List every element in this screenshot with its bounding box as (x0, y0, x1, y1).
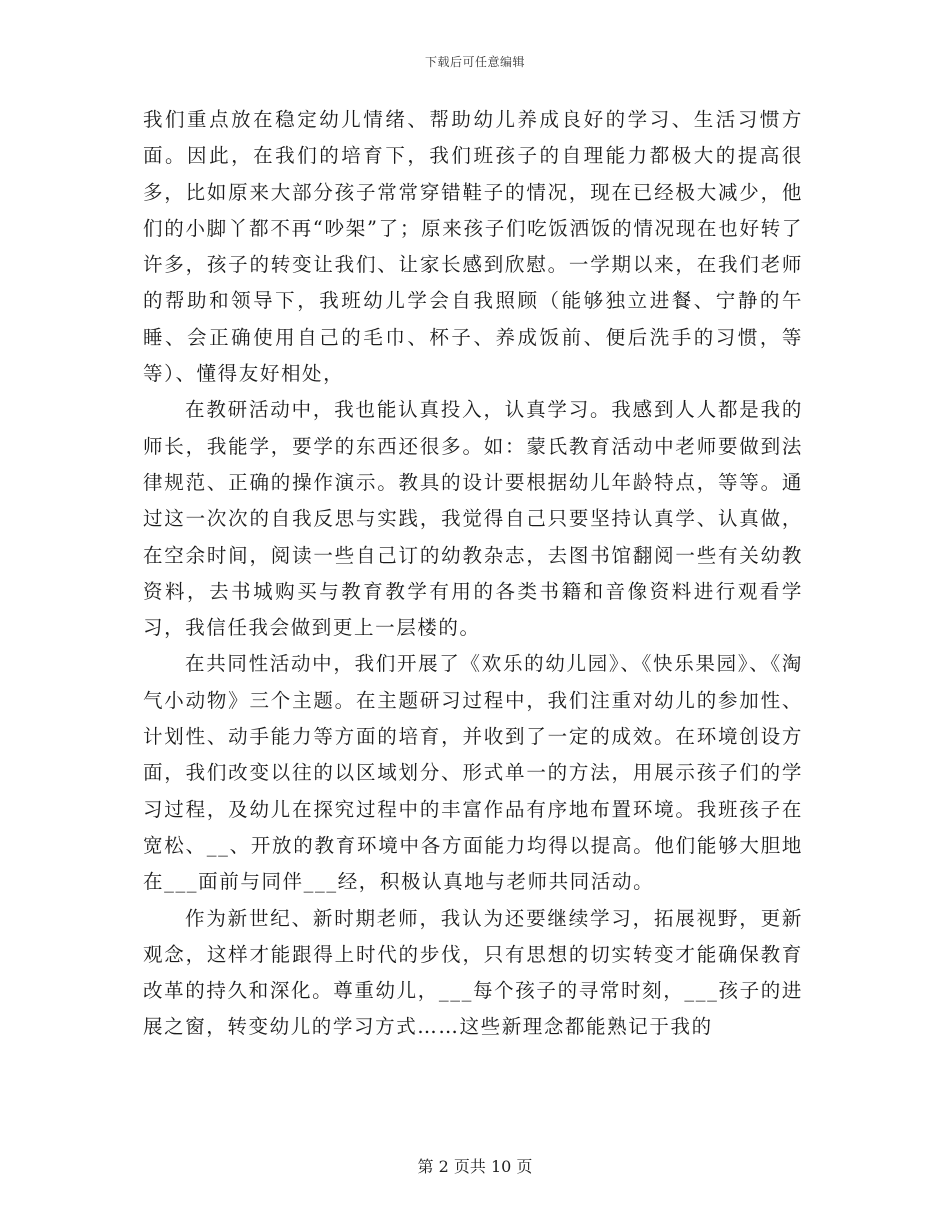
page-header: 下载后可任意编辑 (424, 55, 525, 69)
paragraph-3: 在共同性活动中，我们开展了《欢乐的幼儿园》、《快乐果园》、《淘气小动物》三个主题。在主题研习过程中，我们注重对幼儿的参加性、计划性、动手能力等方面的培育，并收到了一定的成效。在环境创设方面，我们改变以往的以区域划分、形式单一的方法，用展示孩子们的学习过程，及幼儿在探究过程中的丰富作品有序地布置环境。我班孩子在宽松、__、开放的教育环境中各方面能力均得以提高。他们能够大胆地在___面前与同伴___经，积极认真地与老师共同活动。 (143, 652, 803, 894)
paragraph-1: 我们重点放在稳定幼儿情绪、帮助幼儿养成良好的学习、生活习惯方面。因此，在我们的培育下，我们班孩子的自理能力都极大的提高很多，比如原来大部分孩子常常穿错鞋子的情况，现在已经极大减少，他们的小脚丫都不再“吵架”了；原来孩子们吃饭洒饭的情况现在也好转了许多，孩子的转变让我们、让家长感到欣慰。一学期以来，在我们老师的帮助和领导下，我班幼儿学会自我照顾（能够独立进餐、宁静的午睡、会正确使用自己的毛巾、杯子、养成饭前、便后洗手的习惯，等等）、懂得友好相处， (143, 108, 803, 386)
document-body (143, 102, 803, 1046)
paragraph-4: 作为新世纪、新时期老师，我认为还要继续学习，拓展视野，更新观念，这样才能跟得上时代的步伐，只有思想的切实转变才能确保教育改革的持久和深化。尊重幼儿，___每个孩子的寻常时刻，___孩子的进展之窗，转变幼儿的学习方式……这些新理念都能熟记于我的 (143, 906, 803, 1039)
page-number-footer: 第 2 页共 10 页 (417, 1157, 533, 1176)
paragraph-2: 在教研活动中，我也能认真投入，认真学习。我感到人人都是我的师长，我能学，要学的东西还很多。如：蒙氏教育活动中老师要做到法律规范、正确的操作演示。教具的设计要根据幼儿年龄特点，等等。通过这一次次的自我反思与实践，我觉得自己只要坚持认真学、认真做，在空余时间，阅读一些自己订的幼教杂志，去图书馆翻阅一些有关幼教资料，去书城购买与教育教学有用的各类书籍和音像资料进行观看学习，我信任我会做到更上一层楼的。 (143, 398, 803, 640)
